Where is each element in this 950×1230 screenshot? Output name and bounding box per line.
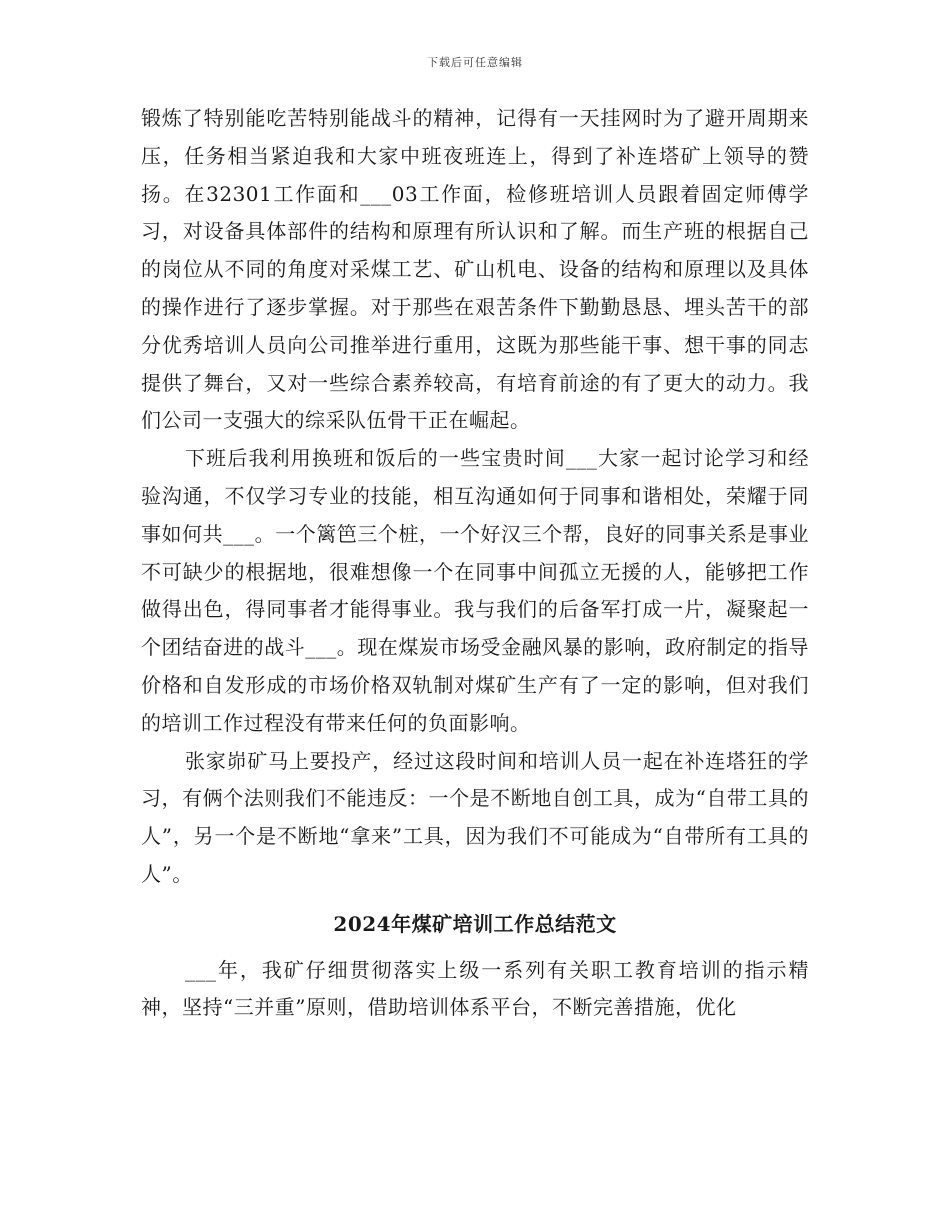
document-body — [141, 100, 809, 1027]
paragraph-summary-intro: ___年，我矿仔细贯彻落实上级一系列有关职工教育培训的指示精神，坚持“三并重”原则，借助培训体系平台，不断完善措施，优化 — [141, 957, 809, 1020]
page-header-note: 下载后可任意编辑 — [427, 56, 523, 69]
paragraph-training-experience: 锻炼了特别能吃苦特别能战斗的精神，记得有一天挂网时为了避开周期来压，任务相当紧迫我和大家中班夜班连上，得到了补连塔矿上领导的赞扬。在32301工作面和___03工作面，检修班培训人员跟着固定师傅学习，对设备具体部件的结构和原理有所认识和了解。而生产班的根据自己的岗位从不同的角度对采煤工艺、矿山机电、设备的结构和原理以及具体的操作进行了逐步掌握。对于那些在艰苦条件下勤勤恳恳、埋头苦干的部分优秀培训人员向公司推举进行重用，这既为那些能干事、想干事的同志提供了舞台，又对一些综合素养较高，有培育前途的有了更大的动力。我们公司一支强大的综采队伍骨干正在崛起。 — [141, 106, 809, 433]
paragraph-team-communication: 下班后我利用换班和饭后的一些宝贵时间___大家一起讨论学习和经验沟通，不仅学习专业的技能，相互沟通如何于同事和谐相处，荣耀于同事如何共___。一个篱笆三个桩，一个好汉三个帮，良好的同事关系是事业不可缺少的根据地，很难想像一个在同事中间孤立无援的人，能够把工作做得出色，得同事者才能得事业。我与我们的后备军打成一片，凝聚起一个团结奋进的战斗___。现在煤炭市场受金融风暴的影响，政府制定的指导价格和自发形成的市场价格双轨制对煤矿生产有了一定的影响，但对我们的培训工作过程没有带来任何的负面影响。 — [141, 446, 809, 735]
section-title: 2024年煤矿培训工作总结范文 — [333, 911, 617, 936]
paragraph-tool-principles: 张家峁矿马上要投产，经过这段时间和培训人员一起在补连塔狂的学习，有俩个法则我们不能违反：一个是不断地自创工具，成为“自带工具的人”，另一个是不断地“拿来”工具，因为我们不可能成为“自带所有工具的人”。 — [141, 748, 809, 886]
